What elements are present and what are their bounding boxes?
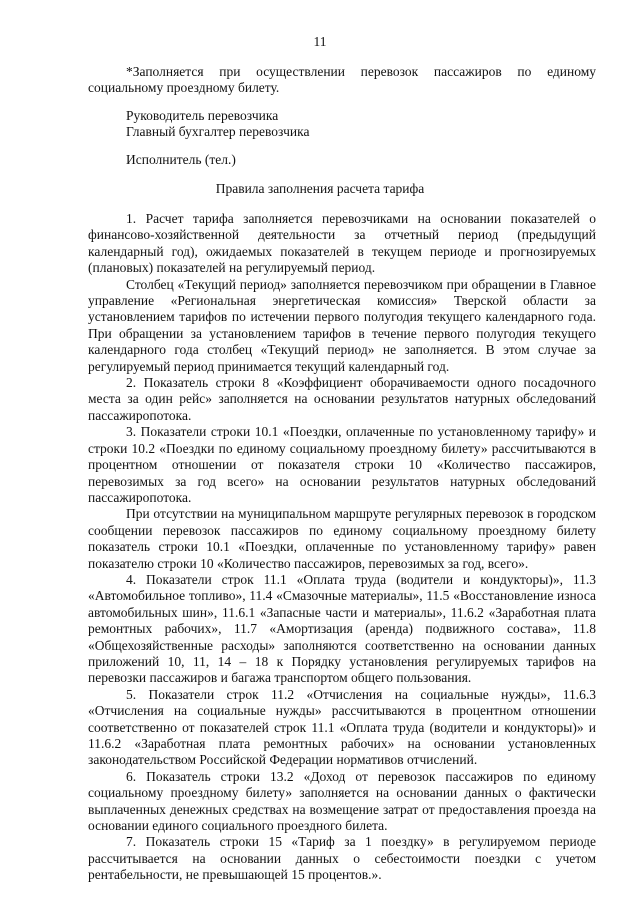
paragraph: 7. Показатель строки 15 «Тариф за 1 поездку» в регулируемом периоде рассчитывается на основании данных о себестоимости поездки с учетом рентабельности, не превышающей 15 процентов.». <box>88 834 596 883</box>
footnote: *Заполняется при осуществлении перевозок пассажиров по единому социальному проездному билету. <box>88 64 596 96</box>
paragraph: Столбец «Текущий период» заполняется перевозчиком при обращении в Главное управление «Региональная энергетическая комиссия» Тверской области за установлением тарифов по истечении первого полугодия текущего календарного года. При обращении за установлением тарифов в течение первого полугодия текущего календарного года столбец «Текущий период» не заполняется. В этом случае за регулируемый период принимается текущий календарный год. <box>88 276 596 374</box>
signature-head: Руководитель перевозчика <box>126 108 279 123</box>
paragraph: 2. Показатель строки 8 «Коэффициент оборачиваемости одного посадочного места за один рейс» заполняется на основании результатов натурных обследований пассажиропотока. <box>88 375 596 423</box>
paragraph: 5. Показатели строк 11.2 «Отчисления на социальные нужды», 11.6.3 «Отчисления на социальные нужды» рассчитываются в процентном отношении соответственно от показателей строк 11.1 «Оплата труда (водители и кондукторы)» и 11.6.2 «Заработная плата ремонтных рабочих» на основании установленных законодательством Российской Федерации нормативов отчислений. <box>88 686 596 768</box>
paragraph: При отсутствии на муниципальном маршруте регулярных перевозок в городском сообщении перевозок пассажиров по единому социальному проездному билету показатель строки 10.1 «Поездки, оплаченные по установленному тарифу» равен показателю строки 10 «Количество пассажиров, перевозимых за год, всего». <box>88 506 596 571</box>
rules-body <box>88 211 596 884</box>
paragraph: 1. Расчет тарифа заполняется перевозчиками на основании показателей о финансово-хозяйственной деятельности за отчетный период (предыдущий календарный год), ожидаемых показателей в текущем периоде и прогнозируемых (плановых) показателей на регулируемый период. <box>88 211 596 276</box>
paragraph: 3. Показатели строки 10.1 «Поездки, оплаченные по установленному тарифу» и строки 10.2 «Поездки по единому социальному проездному билету» рассчитываются в процентном отношении от показателя строки 10 «Количество пассажиров, перевозимых за год всего» на основании результатов натурных обследований пассажиропотока. <box>88 424 596 505</box>
paragraph: 6. Показатель строки 13.2 «Доход от перевозок пассажиров по единому социальному проездному билету» заполняется на основании данных о фактически выплаченных денежных средствах на возмещение затрат от предоставления проезда на основании единого социального проездного билета. <box>88 768 596 834</box>
page-number: 11 <box>313 34 327 49</box>
signature-executor: Исполнитель (тел.) <box>126 152 236 167</box>
signature-accountant: Главный бухгалтер перевозчика <box>126 124 310 139</box>
section-title: Правила заполнения расчета тарифа <box>215 181 425 196</box>
paragraph: 4. Показатели строк 11.1 «Оплата труда (водители и кондукторы)», 11.3 «Автомобильное топливо», 11.4 «Смазочные материалы», 11.5 «Восстановление износа автомобильных шин», 11.6.1 «Запасные части и материалы», 11.6.2 «Заработная плата ремонтных рабочих», 11.7 «Амортизация (аренда) подвижного состава», 11.8 «Общехозяйственные расходы» заполняются соответственно на основании данных приложений 10, 11, 14 – 18 к Порядку установления регулируемых тарифов на перевозки пассажиров и багажа транспортом общего пользования. <box>88 571 596 686</box>
